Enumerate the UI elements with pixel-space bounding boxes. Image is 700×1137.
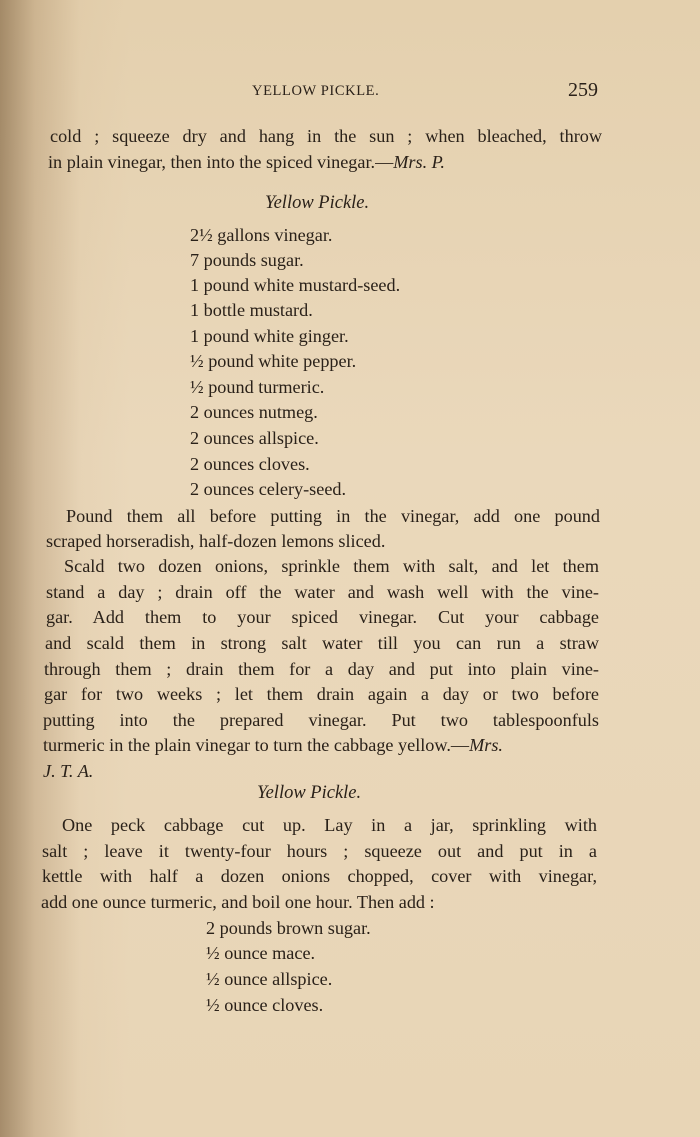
recipe2-para-line: One peck cabbage cut up. Lay in a jar, sprinkling with — [62, 815, 597, 835]
recipe1-title: Yellow Pickle. — [265, 193, 370, 213]
recipe2-ingredient: ½ ounce cloves. — [206, 995, 324, 1015]
recipe1-ingredient: 7 pounds sugar. — [190, 250, 304, 270]
recipe1-ingredient: ½ pound white pepper. — [190, 351, 357, 371]
page-number: 259 — [568, 79, 598, 101]
recipe2-ingredient: ½ ounce mace. — [206, 943, 316, 963]
recipe1-ingredient: 2½ gallons vinegar. — [190, 225, 333, 245]
recipe2-para-line: kettle with half a dozen onions chopped, cover with vinegar, — [42, 866, 597, 886]
recipe1-ingredient: 1 pound white mustard-seed. — [190, 275, 401, 295]
recipe1-ingredient: 1 bottle mustard. — [190, 300, 313, 320]
intro-line-1: cold ; squeeze dry and hang in the sun ; when bleached, throw — [50, 126, 602, 146]
recipe1-para2-line: putting into the prepared vinegar. Put two tablespoonfuls — [43, 710, 599, 730]
recipe1-para2-line: through them ; drain them for a day and put into plain vine- — [44, 659, 599, 679]
intro-line-2 — [48, 153, 445, 171]
recipe2-ingredient: 2 pounds brown sugar. — [206, 918, 371, 938]
recipe1-para1-line: Pound them all before putting in the vinegar, add one pound — [66, 506, 600, 526]
recipe2-para-line: salt ; leave it twenty-four hours ; squeeze out and put in a — [42, 841, 597, 861]
recipe1-para2-line: gar. Add them to your spiced vinegar. Cut your cabbage — [46, 607, 599, 627]
recipe1-para2-line: and scald them in strong salt water till you can run a straw — [45, 633, 599, 653]
recipe1-ingredient: 2 ounces cloves. — [190, 454, 310, 474]
recipe1-para2-line: Scald two dozen onions, sprinkle them with salt, and let them — [64, 556, 599, 576]
recipe1-para2-line-text: turmeric in the plain vinegar to turn the cabbage yellow.— — [43, 735, 470, 755]
recipe1-ingredient: 2 ounces celery-seed. — [190, 479, 347, 499]
recipe1-attribution-part2: J. T. A. — [43, 761, 94, 781]
recipe1-ingredient: ½ pound turmeric. — [190, 377, 325, 397]
recipe2-title: Yellow Pickle. — [257, 783, 362, 803]
recipe1-para2-line: gar for two weeks ; let them drain again a day or two before — [44, 684, 599, 704]
recipe1-para2-line: stand a day ; drain off the water and wash well with the vine- — [46, 582, 599, 602]
recipe1-attribution-part1: Mrs. — [469, 735, 503, 755]
intro-attribution: Mrs. P. — [393, 152, 445, 172]
recipe1-ingredient: 1 pound white ginger. — [190, 326, 349, 346]
recipe2-ingredient: ½ ounce allspice. — [206, 969, 333, 989]
recipe2-para-line: add one ounce turmeric, and boil one hour. Then add : — [41, 892, 435, 912]
recipe1-ingredient: 2 ounces allspice. — [190, 428, 319, 448]
intro-line-2-text: in plain vinegar, then into the spiced vinegar.— — [48, 152, 394, 172]
recipe1-ingredient: 2 ounces nutmeg. — [190, 402, 318, 422]
recipe1-para2-line-attribution — [43, 736, 599, 754]
running-title: YELLOW PICKLE. — [252, 83, 380, 99]
recipe1-para1-line: scraped horseradish, half-dozen lemons sliced. — [46, 531, 386, 551]
